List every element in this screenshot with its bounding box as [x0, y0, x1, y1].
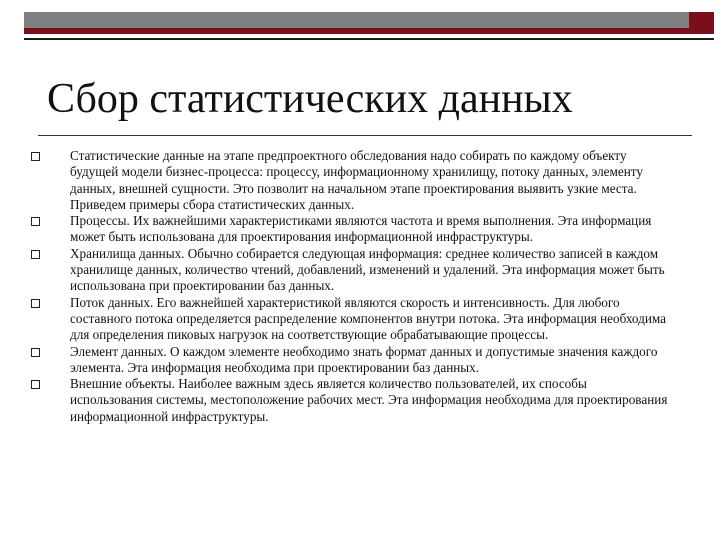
bullet-item-overview	[30, 148, 670, 213]
bullet-text: Поток данных. Его важнейшей характеристикой являются скорость и интенсивность. Для любого составного потока определяется распределение компонентов внутри потока. Эта информация необходима для определения пиковых нагрузок на соответствующие обрабатывающие процессы.	[70, 294, 667, 343]
bullet-text: Внешние объекты. Наиболее важным здесь является количество пользователей, их способы использования системы, местоположение рабочих мест. Эта информация необходима для проектирования информационной инфраструктуры.	[70, 376, 668, 424]
hollow-square-bullet-icon	[31, 152, 40, 161]
slide-title: Сбор статистических данных	[47, 76, 573, 122]
bullet-item-data-element	[30, 344, 670, 377]
bullet-text: Элемент данных. О каждом элементе необходимо знать формат данных и допустимые значения каждого элемента. Эта информация необходима при проектировании баз данных.	[70, 343, 658, 375]
bullet-text: Хранилища данных. Обычно собирается следующая информация: среднее количество записей в каждом хранилище данных, количество чтений, добавлений, изменений и удалений. Эта информация может быть использована при проектировании баз данных.	[70, 245, 665, 294]
header-rule	[24, 38, 714, 40]
hollow-square-bullet-icon	[31, 380, 40, 389]
title-divider	[38, 135, 692, 136]
hollow-square-bullet-icon	[31, 348, 40, 357]
bullet-item-data-flow	[30, 295, 670, 344]
bullet-text: Статистические данные на этапе предпроектного обследования надо собирать по каждому объекту будущей модели бизнес-процесса: процессу, информационному хранилищу, потоку данных, элементу данных, внешней сущности. Это позволит на начальном этапе проектирования выявить узкие места. Приведем примеры сбора статистических данных.	[70, 148, 643, 212]
bullet-text: Процессы. Их важнейшими характеристиками являются частота и время выполнения. Эта информация может быть использована для проектирования информационной инфраструктуры.	[70, 213, 652, 245]
header-accent-stripe	[24, 28, 714, 34]
header-corner-block	[689, 12, 714, 34]
hollow-square-bullet-icon	[31, 299, 40, 308]
header-decorative-bar	[24, 12, 714, 34]
hollow-square-bullet-icon	[31, 217, 40, 226]
bullet-item-external-objects	[30, 376, 670, 425]
bullet-list	[30, 148, 670, 425]
bullet-item-data-stores	[30, 246, 670, 295]
hollow-square-bullet-icon	[31, 250, 40, 259]
bullet-item-processes	[30, 213, 670, 246]
